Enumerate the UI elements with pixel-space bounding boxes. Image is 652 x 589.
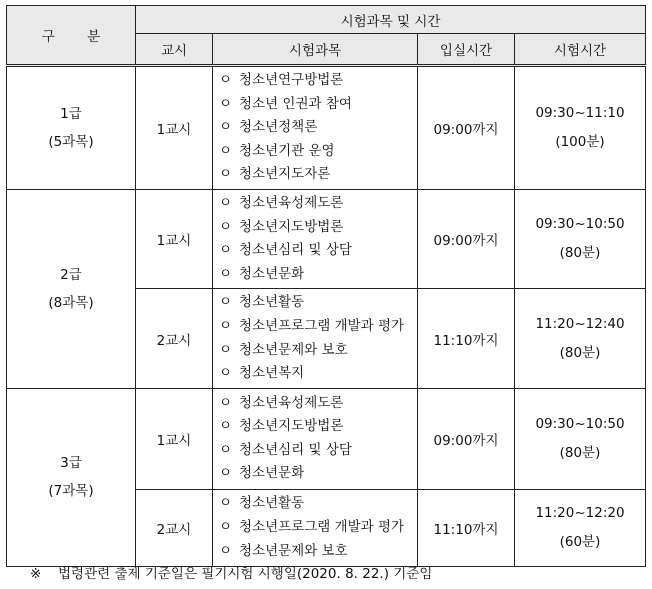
grade-name: 3급 <box>60 455 82 472</box>
bullet-mark: ㅇ <box>219 218 233 235</box>
period-cell: 2교시 <box>136 489 213 566</box>
subject-name: 청소년문제와 보호 <box>239 542 348 559</box>
bullet-mark: ㅇ <box>219 142 233 159</box>
bullet-mark: ㅇ <box>219 495 233 512</box>
subject-item <box>219 362 417 386</box>
subject-item <box>219 540 417 564</box>
entry-time-header: 입실시간 <box>418 34 515 66</box>
exam-time: 11:20~12:40 <box>535 315 625 332</box>
subject-name: 청소년문제와 보호 <box>239 341 348 358</box>
subject-name: 청소년활동 <box>239 294 305 311</box>
subject-name: 청소년프로그램 개발과 평가 <box>239 317 405 334</box>
subject-item <box>219 439 417 463</box>
subject-name: 청소년육성제도론 <box>239 394 344 411</box>
subject-item <box>219 263 417 287</box>
exam-duration: (100분) <box>555 133 605 150</box>
bullet-mark: ㅇ <box>219 265 233 282</box>
subject-name: 청소년지도방법론 <box>239 218 344 235</box>
subject-name: 청소년문화 <box>239 265 305 282</box>
subject-item <box>219 239 417 263</box>
entry-time-cell: 11:10까지 <box>418 289 515 388</box>
subjects-cell <box>213 489 418 566</box>
bullet-mark: ㅇ <box>219 294 233 311</box>
footnote <box>30 562 432 582</box>
bullet-mark: ㅇ <box>219 518 233 535</box>
subject-item <box>219 291 417 315</box>
note-mark: ※ <box>30 566 42 582</box>
table-row <box>7 388 646 489</box>
subjects-cell <box>213 66 418 190</box>
grade-count: (8과목) <box>48 294 94 311</box>
entry-time-cell: 09:00까지 <box>418 388 515 489</box>
exam-time-cell <box>515 289 646 388</box>
subjects-cell <box>213 289 418 388</box>
subject-name: 청소년지도방법론 <box>239 418 344 435</box>
bullet-mark: ㅇ <box>219 418 233 435</box>
subject-name: 청소년연구방법론 <box>239 72 344 88</box>
grade-name: 2급 <box>60 266 82 283</box>
subject-item <box>219 163 417 187</box>
subject-item <box>219 392 417 416</box>
subject-item <box>219 339 417 363</box>
subjects-cell <box>213 388 418 489</box>
bullet-mark: ㅇ <box>219 242 233 259</box>
exam-time: 11:20~12:20 <box>535 504 625 521</box>
subject-name: 청소년기관 운영 <box>239 142 335 159</box>
subject-name: 청소년복지 <box>239 365 305 382</box>
subject-item <box>219 69 417 93</box>
bullet-mark: ㅇ <box>219 542 233 559</box>
grade-cell <box>7 388 136 566</box>
bullet-mark: ㅇ <box>219 166 233 183</box>
subject-item <box>219 462 417 486</box>
exam-time-header: 시험시간 <box>515 34 646 66</box>
subject-name: 청소년정책론 <box>239 119 318 136</box>
period-cell: 1교시 <box>136 189 213 288</box>
period-cell: 1교시 <box>136 388 213 489</box>
grade-count: (5과목) <box>48 133 94 150</box>
subject-item <box>219 116 417 140</box>
note-text: 법령관련 출제 기준일은 필기시험 시행일(2020. 8. 22.) 기준임 <box>58 566 433 582</box>
exam-duration: (80분) <box>559 344 601 361</box>
subject-name: 청소년문화 <box>239 465 305 482</box>
group-header: 시험과목 및 시간 <box>136 6 646 34</box>
subject-item <box>219 192 417 216</box>
period-cell: 1교시 <box>136 66 213 190</box>
exam-time: 09:30~10:50 <box>535 216 625 233</box>
bullet-mark: ㅇ <box>219 365 233 382</box>
subject-name: 청소년육성제도론 <box>239 194 344 211</box>
exam-duration: (80분) <box>559 245 601 262</box>
bullet-mark: ㅇ <box>219 95 233 112</box>
period-header: 교시 <box>136 34 213 66</box>
grade-cell <box>7 189 136 388</box>
subject-name: 청소년심리 및 상담 <box>239 242 352 259</box>
grade-name: 1급 <box>60 105 82 122</box>
grade-cell <box>7 66 136 190</box>
subject-name: 청소년 인권과 참여 <box>239 95 352 112</box>
subject-item <box>219 216 417 240</box>
exam-time: 09:30~11:10 <box>535 104 625 121</box>
category-header: 구 분 <box>7 6 136 66</box>
subjects-cell <box>213 189 418 288</box>
table-row <box>7 66 646 190</box>
subject-item <box>219 315 417 339</box>
subject-name: 청소년활동 <box>239 495 305 512</box>
exam-time-cell <box>515 66 646 190</box>
subjects-header: 시험과목 <box>213 34 418 66</box>
bullet-mark: ㅇ <box>219 441 233 458</box>
bullet-mark: ㅇ <box>219 72 233 88</box>
bullet-mark: ㅇ <box>219 317 233 334</box>
bullet-mark: ㅇ <box>219 465 233 482</box>
exam-time-cell <box>515 489 646 566</box>
exam-schedule-table <box>6 5 646 567</box>
subject-name: 청소년프로그램 개발과 평가 <box>239 518 405 535</box>
header-row-1 <box>7 6 646 34</box>
exam-duration: (80분) <box>559 444 601 461</box>
grade-count: (7과목) <box>48 483 94 500</box>
subject-item <box>219 415 417 439</box>
subject-name: 청소년심리 및 상담 <box>239 441 352 458</box>
bullet-mark: ㅇ <box>219 194 233 211</box>
subject-item <box>219 492 417 516</box>
subject-name: 청소년지도자론 <box>239 166 331 183</box>
entry-time-cell: 09:00까지 <box>418 189 515 288</box>
subject-item <box>219 516 417 540</box>
subject-item <box>219 140 417 164</box>
table-row <box>7 189 646 288</box>
exam-duration: (60분) <box>559 533 601 550</box>
exam-time-cell <box>515 189 646 288</box>
exam-time: 09:30~10:50 <box>535 415 625 432</box>
subject-item <box>219 93 417 117</box>
bullet-mark: ㅇ <box>219 119 233 136</box>
entry-time-cell: 09:00까지 <box>418 66 515 190</box>
entry-time-cell: 11:10까지 <box>418 489 515 566</box>
bullet-mark: ㅇ <box>219 394 233 411</box>
exam-time-cell <box>515 388 646 489</box>
bullet-mark: ㅇ <box>219 341 233 358</box>
period-cell: 2교시 <box>136 289 213 388</box>
